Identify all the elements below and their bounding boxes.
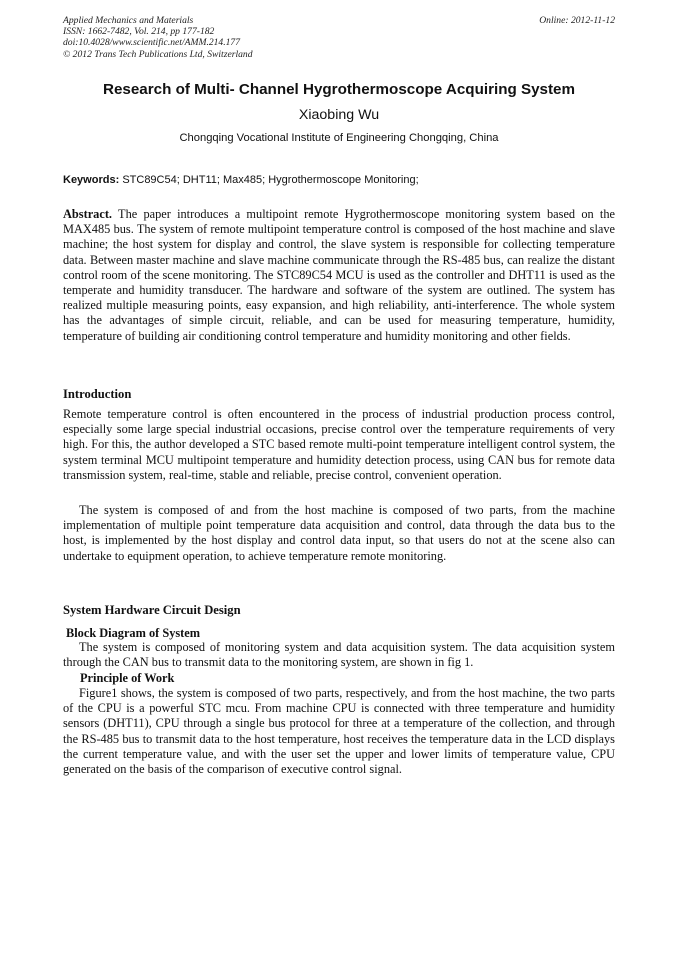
copyright-line: © 2012 Trans Tech Publications Ltd, Switzerland <box>63 48 253 60</box>
author-affiliation: Chongqing Vocational Institute of Engineering Chongqing, China <box>179 132 499 144</box>
abstract-text: The paper introduces a multipoint remote Hygrothermoscope monitoring system based on the MAX485 bus. The system of remote multipoint temperature control is composed of the host machine and slave machine; the host system for display and control, the slave system is responsible for collecting temperature data. Between master machine and slave machine communicate through the RS-485 bus, can realize the distant control room of the scene monitoring. The STC89C54 MCU is used as the controller and DHT11 is used as the temperate and humidity transducer. The hardware and software of the system are outlined. The system has realized multiple measuring points, easy expansion, and high reliability, anti-interference. The whole system has the advantages of simple circuit, reliable, and can be used for measuring temperature, humidity, temperature of building air conditioning control temperature and humidity monitoring and other fields. <box>63 207 615 343</box>
introduction-heading: Introduction <box>63 387 132 401</box>
issn-line: ISSN: 1662-7482, Vol. 214, pp 177-182 <box>63 26 215 38</box>
principle-text: Figure1 shows, the system is composed of two parts, respectively, and from the host machine, the two parts of the CPU is a powerful STC mcu. From machine CPU is connected with three temperature and humidity sensors (DHT11), CPU through a single bus protocol for three at a temperature of the collection, and through the RS-485 bus to transmit data to the host temperature, host receives the temperature data in the LCD displays the current temperature value, and with the user set the upper and lower limits of temperature value, CPU generated on the basis of the comparison of executive control signal. <box>63 686 615 777</box>
online-date: Online: 2012-11-12 <box>539 15 615 26</box>
keywords-line <box>63 173 615 187</box>
hardware-heading: System Hardware Circuit Design <box>63 603 241 617</box>
block-diagram-text: The system is composed of monitoring system and data acquisition system. The data acquisition system through the CAN bus to transmit data to the monitoring system, are shown in fig 1. <box>63 640 615 670</box>
paper-title: Research of Multi- Channel Hygrothermoscope Acquiring System <box>102 81 576 98</box>
principle-heading: Principle of Work <box>80 671 175 685</box>
introduction-paragraph-1: Remote temperature control is often encountered in the process of industrial production process control, especially some large special industrial occasions, precise control over the temperature requirements of very high. For this, the author developed a STC based remote multi-point temperature intelligent control system, the system terminal MCU multipoint temperature and humidity detection process, using CAN bus for remote data transmission system, real-time, stable and reliable, precise control, convenient operation. <box>63 407 615 482</box>
journal-header <box>63 15 615 60</box>
doi-line: doi:10.4028/www.scientific.net/AMM.214.177 <box>63 37 241 49</box>
journal-name: Applied Mechanics and Materials <box>63 15 194 26</box>
abstract-label: Abstract. <box>63 207 113 221</box>
author-name: Xiaobing Wu <box>298 107 380 123</box>
introduction-paragraph-2: The system is composed of and from the host machine is composed of two parts, from the machine implementation of multiple point temperature data acquisition and control, data through the data bus to the host, is implemented by the host display and control data input, so that users do not at the scene also can undertake to equipment operation, to achieve temperature remote monitoring. <box>63 503 615 563</box>
block-diagram-heading: Block Diagram of System <box>66 626 201 640</box>
keywords-text: STC89C54; DHT11; Max485; Hygrothermoscope Monitoring; <box>122 174 419 186</box>
abstract <box>63 207 615 344</box>
keywords-label: Keywords: <box>63 174 120 186</box>
